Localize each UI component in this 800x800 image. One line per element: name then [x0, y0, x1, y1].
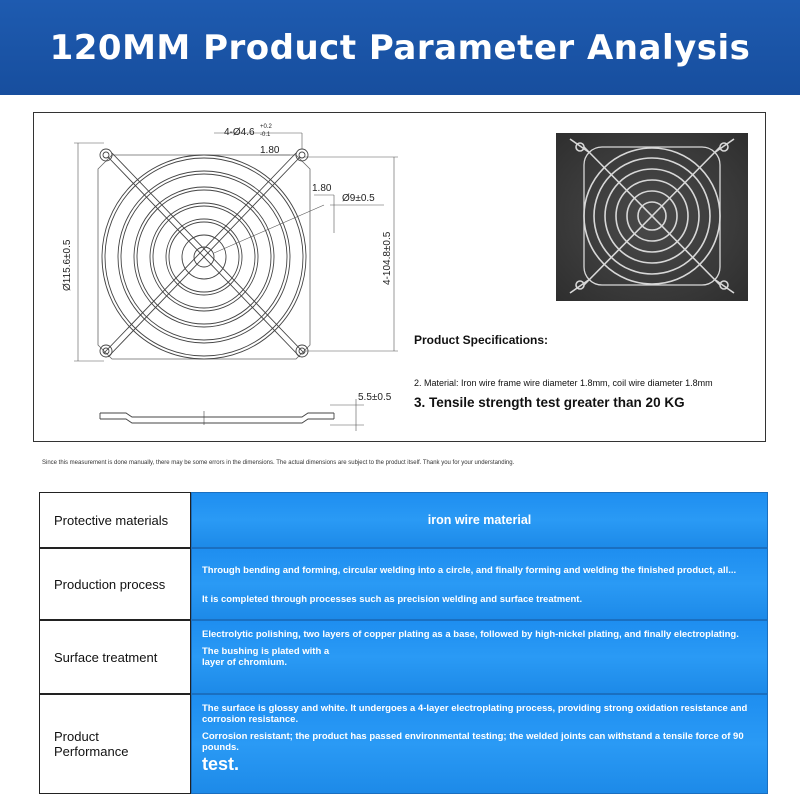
row-label: Surface treatment — [39, 620, 191, 694]
row-text: The surface is glossy and white. It undergoes a 4-layer electroplating process, providing strong oxidation resistance and corrosion resistance. — [202, 703, 748, 725]
row-label-text: Product Performance — [54, 729, 129, 759]
row-content — [191, 548, 768, 620]
dim-holes-tol-upper: +0.2 — [260, 124, 272, 130]
row-text: Electrolytic polishing, two layers of copper plating as a base, followed by high-nickel plating, and finally electroplating. — [202, 629, 739, 640]
row-text: The bushing is plated with a layer of chromium. — [202, 646, 330, 668]
row-text: test. — [202, 754, 240, 774]
dim-hole-spacing-label: 4-104.8±0.5 — [382, 231, 393, 285]
row-content — [191, 492, 768, 548]
row-label — [39, 694, 191, 794]
table-row — [39, 492, 768, 548]
dim-outer-label: Ø115.6±0.5 — [62, 239, 73, 291]
table-row — [39, 694, 768, 794]
table-row — [39, 548, 768, 620]
product-photo — [556, 133, 748, 301]
dim-center-label: Ø9±0.5 — [342, 193, 375, 204]
spec-material: 2. Material: Iron wire frame wire diameter 1.8mm, coil wire diameter 1.8mm — [414, 378, 713, 388]
dim-wire-label-2: 1.80 — [312, 183, 332, 194]
dim-thickness-label: 5.5±0.5 — [358, 392, 392, 403]
table-row — [39, 620, 768, 694]
page-title: 120MM Product Parameter Analysis — [49, 27, 751, 68]
dim-holes-label: 4-Ø4.6 — [224, 127, 255, 138]
dim-wire-label-1: 1.80 — [260, 145, 280, 156]
specification-panel — [33, 112, 766, 442]
spec-tensile: 3. Tensile strength test greater than 20 KG — [414, 395, 685, 410]
row-text: It is completed through processes such as precision welding and surface treatment. — [202, 594, 583, 605]
fan-guard-image — [556, 133, 748, 301]
parameter-table — [39, 492, 768, 794]
row-text: Through bending and forming, circular welding into a circle, and finally forming and welding the finished product, all... — [202, 565, 737, 576]
row-text: iron wire material — [427, 512, 532, 527]
row-content — [191, 620, 768, 694]
row-text: Corrosion resistant; the product has passed environmental testing; the welded joints can withstand a tensile force of 90 pounds. — [202, 731, 744, 753]
specifications-title: Product Specifications: — [414, 333, 549, 347]
row-label: Protective materials — [39, 492, 191, 548]
row-content — [191, 694, 768, 794]
row-label: Production process — [39, 548, 191, 620]
header-banner — [0, 0, 800, 95]
measurement-note: Since this measurement is done manually, there may be some errors in the dimensions. The actual dimensions are subject to the product itself. Thank you for your understanding. — [42, 460, 515, 466]
dim-holes-tol-lower: -0.1 — [260, 132, 271, 138]
